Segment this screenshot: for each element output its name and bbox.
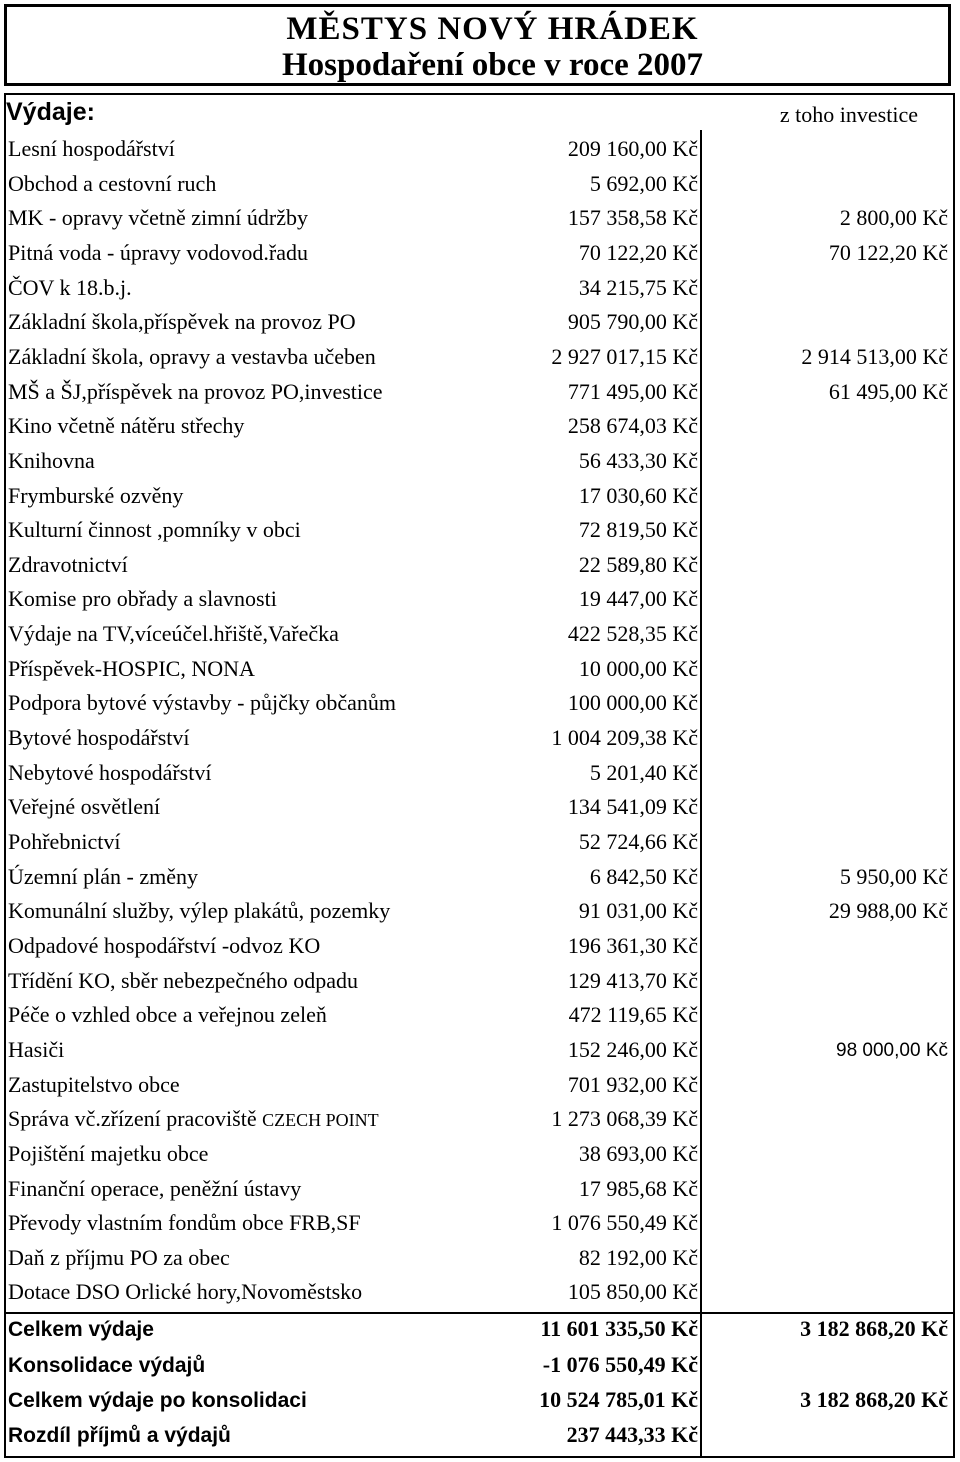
table-row xyxy=(0,341,960,375)
row-label xyxy=(8,1002,327,1028)
table-row xyxy=(0,861,960,895)
row-label-text: Zastupitelstvo obce xyxy=(8,1071,180,1097)
row-label xyxy=(8,1245,230,1271)
row-label-text: Územní plán - změny xyxy=(8,863,198,889)
row-label xyxy=(8,898,390,924)
row-amount: 5 692,00 Kč xyxy=(589,170,698,196)
row-amount: 105 850,00 Kč xyxy=(567,1279,698,1305)
table-row xyxy=(0,965,960,999)
table-row xyxy=(0,237,960,271)
table-row xyxy=(0,895,960,929)
row-label-text: Bytové hospodářství xyxy=(8,725,190,751)
row-label xyxy=(8,760,211,786)
table-row xyxy=(0,306,960,340)
row-investment: 2 800,00 Kč xyxy=(839,205,948,231)
row-label xyxy=(8,864,198,890)
row-label-text: Frymburské ozvěny xyxy=(8,482,184,508)
row-label xyxy=(8,829,120,855)
table-row xyxy=(0,168,960,202)
table-row xyxy=(0,376,960,410)
table-row xyxy=(0,1173,960,1207)
table-row xyxy=(0,687,960,721)
row-amount: 1 273 068,39 Kč xyxy=(551,1106,698,1132)
row-amount: 38 693,00 Kč xyxy=(578,1140,698,1166)
row-label-text: Základní škola, opravy a vestavba učeben xyxy=(8,343,376,369)
row-amount: -1 076 550,49 Kč xyxy=(542,1351,698,1377)
row-amount: 237 443,33 Kč xyxy=(566,1422,698,1448)
column-divider xyxy=(700,130,702,1456)
row-label xyxy=(8,1037,64,1063)
row-label xyxy=(8,552,128,578)
row-label xyxy=(8,483,183,509)
row-amount: 19 447,00 Kč xyxy=(578,586,698,612)
row-label-text: Třídění KO, sběr nebezpečného odpadu xyxy=(8,967,359,993)
row-label xyxy=(8,1210,361,1236)
row-label xyxy=(8,1354,205,1378)
row-amount: 10 000,00 Kč xyxy=(578,655,698,681)
row-label xyxy=(8,725,190,751)
row-label-text: Pojištění majetku obce xyxy=(8,1140,209,1166)
table-row xyxy=(0,202,960,236)
table-row xyxy=(0,1103,960,1137)
row-label-text: Výdaje na TV,víceúčel.hřiště,Vařečka xyxy=(8,621,339,647)
row-amount: 129 413,70 Kč xyxy=(567,967,698,993)
row-label-text: Pohřebnictví xyxy=(8,829,121,854)
row-amount: 34 215,75 Kč xyxy=(578,274,698,300)
row-label-text: Rozdíl příjmů a výdajů xyxy=(8,1424,231,1448)
row-label xyxy=(8,1424,231,1448)
row-label-suffix: CZECH POINT xyxy=(262,1110,379,1131)
row-label-text: Pitná voda - úpravy vodovod.řadu xyxy=(8,239,308,265)
row-label-text: Lesní hospodářství xyxy=(8,136,175,161)
expenses-heading: Výdaje: xyxy=(6,98,95,126)
row-label-text: Daň z příjmu PO za obec xyxy=(8,1244,230,1270)
row-amount: 209 160,00 Kč xyxy=(567,136,698,161)
row-amount: 1 004 209,38 Kč xyxy=(551,725,698,751)
table-row xyxy=(0,1034,960,1068)
total-row xyxy=(0,1384,960,1418)
row-label xyxy=(8,656,255,682)
row-label xyxy=(8,586,277,612)
table-row xyxy=(0,653,960,687)
row-amount: 82 192,00 Kč xyxy=(578,1244,698,1270)
row-label-text: Finanční operace, peněžní ústavy xyxy=(8,1175,302,1201)
row-label xyxy=(8,1389,307,1413)
row-amount: 70 122,20 Kč xyxy=(578,239,698,265)
row-amount: 91 031,00 Kč xyxy=(578,898,698,924)
row-label-text: Komunální služby, výlep plakátů, pozemky xyxy=(8,898,391,924)
total-row xyxy=(0,1313,960,1347)
row-label xyxy=(8,240,308,266)
row-label xyxy=(8,1318,154,1342)
table-row xyxy=(0,549,960,583)
row-label xyxy=(8,275,132,301)
row-label-text: Základní škola,příspěvek na provoz PO xyxy=(8,309,356,335)
row-label-text: Komise pro obřady a slavnosti xyxy=(8,586,277,612)
row-label-text: Převody vlastním fondům obce FRB,SF xyxy=(8,1210,361,1236)
row-amount: 771 495,00 Kč xyxy=(567,378,698,404)
row-label-text: Hasiči xyxy=(8,1036,65,1062)
row-label-text: MK - opravy včetně zimní údržby xyxy=(8,205,308,231)
totals-divider xyxy=(4,1312,955,1314)
row-amount: 2 927 017,15 Kč xyxy=(551,343,698,369)
row-investment: 2 914 513,00 Kč xyxy=(801,343,948,369)
row-amount: 17 030,60 Kč xyxy=(578,482,698,508)
row-label xyxy=(8,171,216,197)
table-row xyxy=(0,445,960,479)
table-row xyxy=(0,1276,960,1310)
row-amount: 22 589,80 Kč xyxy=(578,551,698,577)
row-amount: 701 932,00 Kč xyxy=(567,1071,698,1097)
row-amount: 196 361,30 Kč xyxy=(567,932,698,958)
row-label xyxy=(8,309,356,335)
row-label-text: Příspěvek-HOSPIC, NONA xyxy=(8,655,255,681)
row-amount: 56 433,30 Kč xyxy=(578,447,698,473)
table-row xyxy=(0,826,960,860)
row-label xyxy=(8,1072,180,1098)
table-row xyxy=(0,1069,960,1103)
row-label-text: Kulturní činnost ,pomníky v obci xyxy=(8,517,301,543)
row-label-text: MŠ a ŠJ,příspěvek na provoz PO,investice xyxy=(8,378,383,404)
row-amount: 100 000,00 Kč xyxy=(567,690,698,716)
row-amount: 152 246,00 Kč xyxy=(567,1036,698,1062)
table-row xyxy=(0,791,960,825)
table-row xyxy=(0,480,960,514)
row-amount: 6 842,50 Kč xyxy=(589,863,698,889)
row-investment: 3 182 868,20 Kč xyxy=(800,1387,948,1412)
row-label-text: Podpora bytové výstavby - půjčky občanům xyxy=(8,690,396,716)
row-label xyxy=(8,517,301,543)
page-title: MĚSTYS NOVÝ HRÁDEK xyxy=(286,11,699,47)
row-amount: 10 524 785,01 Kč xyxy=(539,1387,698,1412)
row-label-text: Péče o vzhled obce a veřejnou zeleň xyxy=(8,1002,327,1028)
row-amount: 72 819,50 Kč xyxy=(578,517,698,543)
row-label xyxy=(8,1141,208,1167)
row-investment: 29 988,00 Kč xyxy=(828,898,948,924)
row-label-text: ČOV k 18.b.j. xyxy=(8,274,132,300)
row-investment: 61 495,00 Kč xyxy=(828,378,948,404)
table-row xyxy=(0,410,960,444)
table-row xyxy=(0,583,960,617)
row-label xyxy=(8,344,376,370)
table-row xyxy=(0,1138,960,1172)
row-label-text: Nebytové hospodářství xyxy=(8,759,212,785)
row-label xyxy=(8,379,383,405)
page-subtitle: Hospodaření obce v roce 2007 xyxy=(281,47,704,83)
table-row xyxy=(0,1207,960,1241)
row-amount: 1 076 550,49 Kč xyxy=(551,1210,698,1236)
table-row xyxy=(0,133,960,167)
row-label xyxy=(8,968,358,994)
row-label xyxy=(8,1106,379,1132)
row-label xyxy=(8,1176,301,1202)
row-amount: 157 358,58 Kč xyxy=(567,205,698,231)
row-amount: 472 119,65 Kč xyxy=(568,1002,698,1028)
table-row xyxy=(0,1242,960,1276)
row-investment: 70 122,20 Kč xyxy=(828,239,948,265)
row-label-text: Veřejné osvětlení xyxy=(8,794,161,820)
row-amount: 5 201,40 Kč xyxy=(589,759,698,785)
row-label-text: Konsolidace výdajů xyxy=(8,1353,206,1377)
table-row xyxy=(0,999,960,1033)
table-row xyxy=(0,757,960,791)
row-label xyxy=(8,690,396,716)
row-amount: 52 724,66 Kč xyxy=(578,829,698,854)
total-row xyxy=(0,1349,960,1383)
row-label-text: Správa vč.zřízení pracoviště xyxy=(8,1106,257,1132)
row-label-text: Celkem výdaje xyxy=(8,1318,154,1342)
row-amount: 134 541,09 Kč xyxy=(567,794,698,820)
row-label xyxy=(8,136,175,162)
row-label-text: Zdravotnictví xyxy=(8,551,128,577)
table-row xyxy=(0,930,960,964)
total-row xyxy=(0,1419,960,1453)
row-label xyxy=(8,933,320,959)
table-row xyxy=(0,618,960,652)
row-amount: 258 674,03 Kč xyxy=(567,413,698,439)
row-investment: 5 950,00 Kč xyxy=(839,863,948,889)
table-row xyxy=(0,514,960,548)
row-amount: 17 985,68 Kč xyxy=(578,1175,698,1201)
row-label xyxy=(8,1279,362,1305)
row-label-text: Dotace DSO Orlické hory,Novoměstsko xyxy=(8,1279,363,1305)
title-box xyxy=(4,4,951,86)
row-investment: 3 182 868,20 Kč xyxy=(800,1316,948,1342)
table-row xyxy=(0,722,960,756)
row-label-text: Celkem výdaje po konsolidaci xyxy=(8,1389,307,1412)
row-label xyxy=(8,413,244,439)
row-investment: 98 000,00 Kč xyxy=(836,1039,948,1061)
row-label-text: Knihovna xyxy=(8,447,95,473)
table-row xyxy=(0,272,960,306)
row-label-text: Odpadové hospodářství -odvoz KO xyxy=(8,932,321,958)
row-label xyxy=(8,448,95,474)
row-amount: 422 528,35 Kč xyxy=(567,621,698,647)
row-label xyxy=(8,621,339,647)
row-label xyxy=(8,794,160,820)
row-label-text: Obchod a cestovní ruch xyxy=(8,170,217,196)
row-amount: 11 601 335,50 Kč xyxy=(540,1316,698,1342)
row-label xyxy=(8,205,308,231)
row-label-text: Kino včetně nátěru střechy xyxy=(8,413,245,439)
investment-column-header: z toho investice xyxy=(779,102,918,127)
row-amount: 905 790,00 Kč xyxy=(567,309,698,335)
